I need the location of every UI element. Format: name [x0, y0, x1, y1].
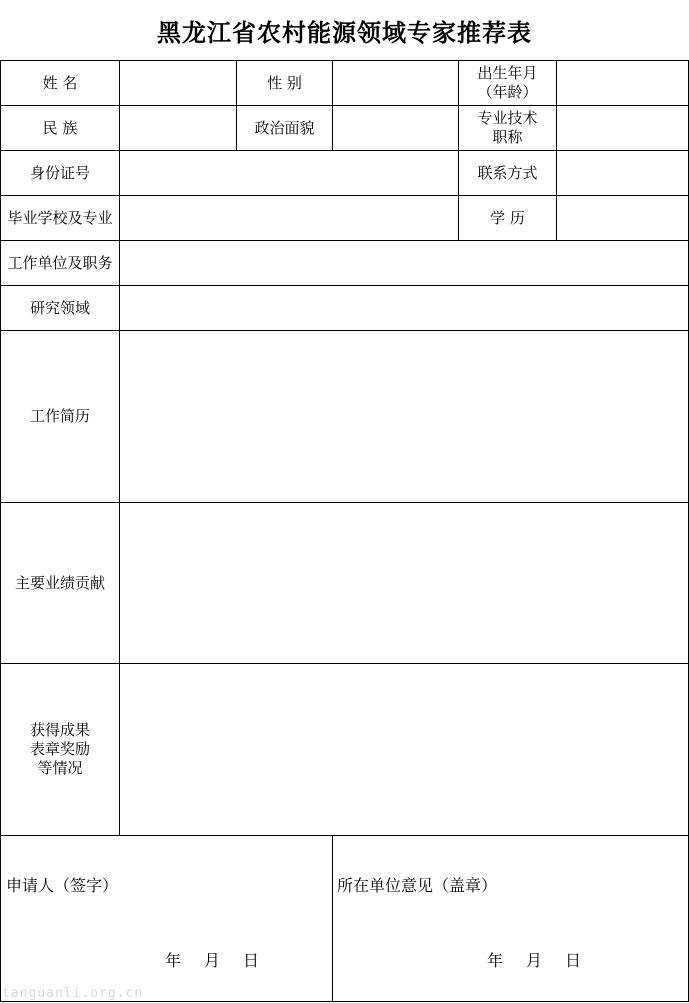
applicant-date-month: 月 [204, 951, 221, 970]
id-number-field[interactable] [120, 151, 458, 195]
table-border [0, 1001, 689, 1002]
work-unit-field[interactable] [120, 241, 688, 285]
contact-label: 联系方式 [477, 163, 538, 182]
ethnicity-field[interactable] [120, 106, 236, 150]
unit-date-year: 年 [487, 951, 504, 970]
id-number-label: 身份证号 [29, 163, 90, 182]
birth-date-field[interactable] [557, 61, 688, 105]
birth-date-label: 出生年月 （年龄） [477, 64, 538, 101]
political-status-field[interactable] [333, 106, 458, 150]
unit-date-day: 日 [565, 951, 582, 970]
watermark: tanguanli.org.cn [2, 986, 144, 1001]
applicant-signature-label: 申请人（签字） [6, 876, 119, 895]
applicant-date-day: 日 [243, 951, 260, 970]
gender-field[interactable] [333, 61, 458, 105]
gender-label: 性 别 [267, 73, 302, 92]
applicant-signature-area[interactable] [1, 836, 332, 1001]
resume-label: 工作简历 [29, 407, 90, 425]
form-title: 黑龙江省农村能源领域专家推荐表 [157, 17, 532, 47]
name-field[interactable] [120, 61, 236, 105]
applicant-date-year: 年 [165, 951, 182, 970]
political-status-label: 政治面貌 [254, 118, 315, 137]
contact-field[interactable] [557, 151, 688, 195]
work-unit-label: 工作单位及职务 [7, 253, 113, 272]
achievements-label: 主要业绩贡献 [14, 573, 105, 592]
research-field-label: 研究领域 [29, 298, 90, 317]
achievements-field[interactable] [120, 503, 688, 663]
school-major-field[interactable] [120, 196, 458, 240]
school-major-label: 毕业学校及专业 [7, 208, 113, 227]
education-field[interactable] [557, 196, 688, 240]
unit-stamp-area[interactable] [333, 836, 688, 1001]
awards-label: 获得成果 表章奖励 等情况 [29, 721, 90, 777]
tech-title-label: 专业技术 职称 [477, 109, 538, 146]
ethnicity-label: 民 族 [42, 118, 78, 137]
resume-field[interactable] [120, 331, 688, 502]
education-label: 学 历 [490, 208, 525, 227]
unit-date-month: 月 [526, 951, 543, 970]
research-field-input[interactable] [120, 286, 688, 330]
name-label: 姓 名 [42, 73, 78, 92]
tech-title-field[interactable] [557, 106, 688, 150]
awards-field[interactable] [120, 664, 688, 835]
unit-opinion-label: 所在单位意见（盖章） [337, 876, 498, 895]
